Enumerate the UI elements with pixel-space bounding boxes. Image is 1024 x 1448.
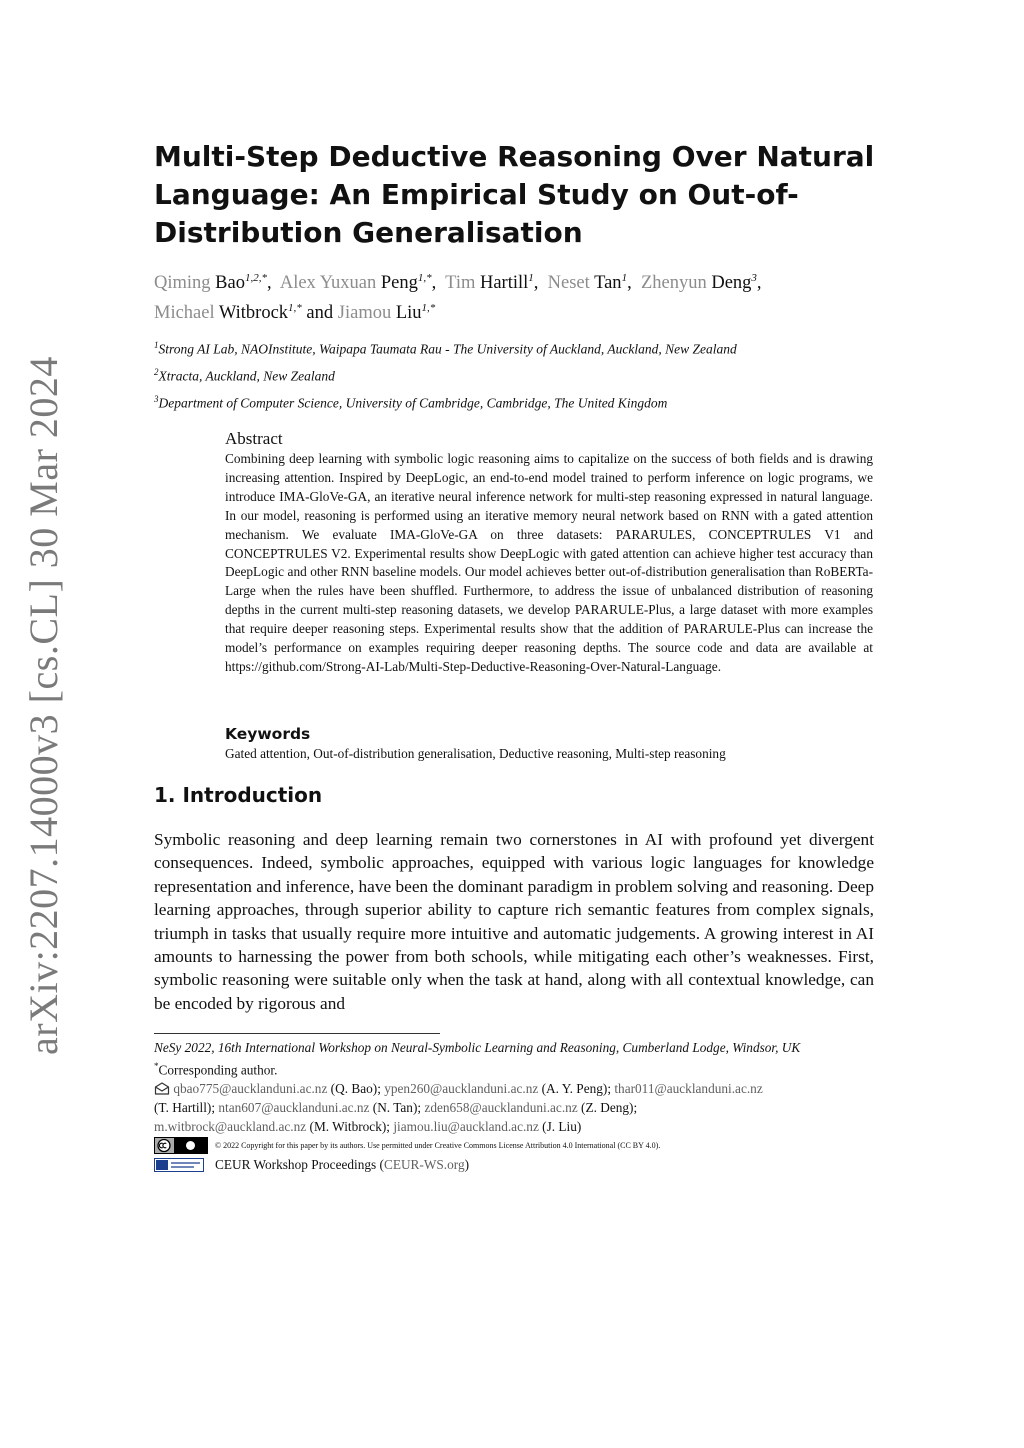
author: Zhenyun Deng$^3$ (640, 272, 757, 294)
proceedings-suffix: ) (464, 1157, 470, 1173)
email-link[interactable]: qbao775@aucklanduni.ac.nz (173, 1081, 328, 1097)
proceedings-row (154, 1155, 884, 1174)
section-heading: 1. Introduction (154, 783, 323, 807)
footnote-divider (154, 1033, 440, 1034)
affiliations (154, 334, 884, 415)
introduction-text: Symbolic reasoning and deep learning remain two cornerstones in AI with profound yet divergent consequences. Indeed, symbolic approaches, equipped with various logic languages for knowledge representation and inference, have been the dominant paradigm in problem solving and reasoning. Deep learning approaches, through superior ability to capture rich semantic features from complex signals, triumph in tasks that usually require more intuitive and automatic judgements. A growing interest in AI amounts to harnessing the power from both schools, while mitigating each other’s weaknesses. First, symbolic reasoning were suitable only when the task at hand, along with all contextual knowledge, can be encoded by rigorous and (154, 830, 874, 1013)
author: Jiamou Liu$^{1,*}$ (337, 302, 436, 324)
abstract-text: Combining deep learning with symbolic logic reasoning aims to capitalize on the success of both fields and is drawing increasing attention. Inspired by DeepLogic, an end-to-end model trained to perform inference on logic programs, we introduce IMA-GloVe-GA, an iterative neural inference network for multi-step reasoning expressed in natural language. In our model, reasoning is performed using an iterative memory neural network based on RNN with a gated attention mechanism. We evaluate IMA-GloVe-GA on three datasets: PARARULES, CONCEPTRULES V1 and CONCEPTRULES V2. Experimental results show DeepLogic with gated attention can achieve higher test accuracy than DeepLogic and other RNN baseline models. Our model achieves better out-of-distribution generalisation than RoBERTa-Large when the rules have been shuffled. Furthermore, to address the issue of unbalanced distribution of reasoning depths in the current multi-step reasoning datasets, we develop PARARULE-Plus, a large dataset with more examples that require deeper reasoning steps. Experimental results show that the addition of PARARULE-Plus can increase the model’s performance on examples requiring deeper reasoning depths. The source code and data are available at https://github.com/Strong-AI-Lab/Multi-Step-Deductive-Reasoning-Over-Natural-Language. (225, 451, 873, 674)
affiliation: $^2$Xtracta, Auckland, New Zealand (154, 367, 335, 384)
abstract (225, 428, 873, 677)
ceur-link[interactable]: CEUR-WS.org (383, 1157, 465, 1173)
authors-joiner: and (306, 303, 334, 324)
author-list: Qiming Bao$^{1,2,*}$, Alex Yuxuan Peng$^{1,*}$, Tim Hartill$^1$, Neset Tan$^1$, Zhenyun Deng$^3$, Michael Witbrock$^{1,*}$ and Jiamou Liu$^{1,*}$ (154, 272, 762, 324)
email-link[interactable]: zden658@aucklanduni.ac.nz (424, 1100, 578, 1116)
license-row (154, 1136, 884, 1155)
footnotes (154, 1038, 884, 1174)
license-text: © 2022 Copyright for this paper by its authors. Use permitted under Creative Commons License Attribution 4.0 International (CC BY 4.0). (215, 1141, 661, 1151)
conference-note: NeSy 2022, 16th International Workshop on Neural-Symbolic Learning and Reasoning, Cumberland Lodge, Windsor, UK (154, 1040, 801, 1055)
proceedings-prefix: CEUR Workshop Proceedings ( (215, 1157, 384, 1173)
envelope-icon (154, 1082, 170, 1095)
keywords (225, 724, 873, 763)
keywords-text: Gated attention, Out-of-distribution generalisation, Deductive reasoning, Multi-step reasoning (225, 746, 726, 761)
email-link[interactable]: jiamou.liu@auckland.ac.nz (393, 1119, 539, 1135)
corresponding-note: *Corresponding author. (154, 1061, 278, 1078)
keywords-heading: Keywords (225, 725, 311, 743)
cc-by-badge-icon (154, 1137, 208, 1154)
email-link[interactable]: ypen260@aucklanduni.ac.nz (384, 1081, 539, 1097)
affiliation: $^3$Department of Computer Science, University of Cambridge, Cambridge, The United Kingdom (154, 394, 668, 411)
author: Qiming Bao$^{1,2,*}$ (154, 272, 267, 294)
ceur-logo-icon (154, 1158, 204, 1172)
email-link[interactable]: m.witbrock@auckland.ac.nz (154, 1119, 307, 1135)
author: Neset Tan$^1$ (547, 272, 628, 294)
author: Michael Witbrock$^{1,*}$ (154, 302, 302, 324)
affiliation: $^1$Strong AI Lab, NAOInstitute, Waipapa Taumata Rau - The University of Auckland, Auckland, New Zealand (154, 340, 737, 357)
author: Alex Yuxuan Peng$^{1,*}$ (279, 272, 432, 294)
paper-title: Multi-Step Deductive Reasoning Over Natural Language: An Empirical Study on Out-of-Distribution Generalisation (154, 140, 875, 249)
arxiv-identifier: arXiv:2207.14000v3 [cs.CL] 30 Mar 2024 (21, 356, 66, 1055)
email-list: qbao775@aucklanduni.ac.nz (Q. Bao); ypen260@aucklanduni.ac.nz (A. Y. Peng); thar011@aucklanduni.ac.nz (T. Hartill); ntan607@aucklanduni.ac.nz (N. Tan); zden658@aucklanduni.ac.nz (Z. Deng); m.witbrock@auckland.ac.nz (M. Witbrock); jiamou.liu@auckland.ac.nz (J. Liu) (154, 1081, 763, 1135)
email-link[interactable]: ntan607@aucklanduni.ac.nz (218, 1100, 370, 1116)
author: Tim Hartill$^1$ (445, 272, 534, 294)
abstract-heading: Abstract (225, 429, 283, 448)
email-link[interactable]: thar011@aucklanduni.ac.nz (614, 1081, 763, 1097)
